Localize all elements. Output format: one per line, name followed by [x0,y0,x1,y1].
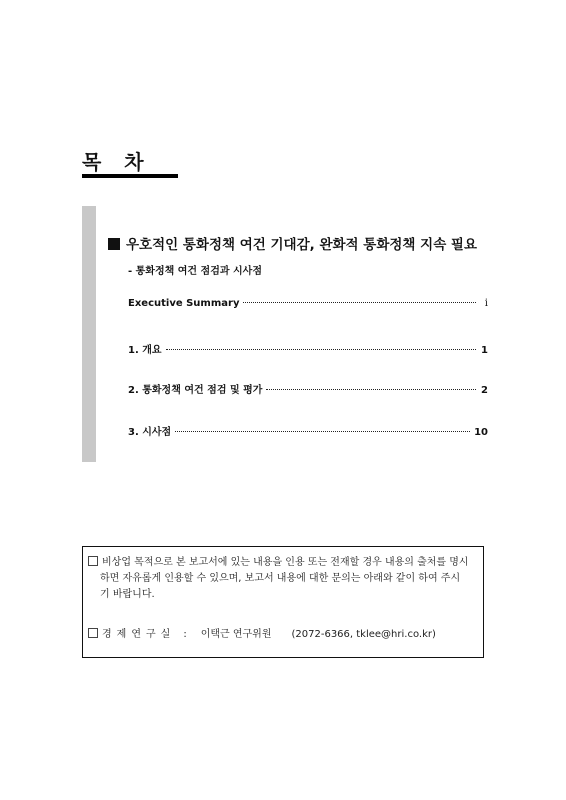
contact-phone-email[interactable]: (2072-6366, tklee@hri.co.kr) [291,629,436,640]
checkbox-icon [88,628,98,638]
toc-entry-label: 3. 시사점 [128,427,172,438]
dot-leader [175,431,470,432]
toc-entry-overview[interactable] [128,341,488,356]
page-title: 목 차 [82,150,152,174]
dot-leader [243,302,476,303]
toc-entry-executive-summary[interactable] [128,298,488,309]
contact-person: 이택근 연구위원 [200,629,272,640]
checkbox-icon [88,556,98,566]
contact-info [88,625,436,640]
notice-line-3: 기 바랍니다. [100,589,155,600]
toc-entry-label: 1. 개요 [128,345,162,356]
report-title-text: 우호적인 통화정책 여건 기대감, 완화적 통화정책 지속 필요 [126,237,478,253]
report-title [108,233,477,253]
report-subtitle: - 통화정책 여건 점검과 시사점 [128,266,262,277]
title-underline [82,174,178,178]
citation-notice [88,555,480,603]
toc-entry-label: Executive Summary [128,298,240,309]
square-bullet-icon [108,238,120,250]
toc-entry-label: 2. 통화정책 여건 점검 및 평가 [128,385,263,396]
toc-entry-policy-review[interactable] [128,381,488,396]
toc-entry-page: 10 [474,427,488,438]
toc-entry-implications[interactable] [128,423,488,438]
notice-line-1: 비상업 목적으로 본 보고서에 있는 내용을 인용 또는 전재할 경우 내용의 출처를 명시 [102,557,469,568]
contact-label: 경제연구실 [102,629,176,640]
dot-leader [266,389,476,390]
toc-entry-page: i [484,298,488,309]
toc-side-bar [82,206,96,462]
toc-entry-page: 1 [481,345,488,356]
notice-line-2: 하면 자유롭게 인용할 수 있으며, 보고서 내용에 대한 문의는 아래와 같이 하여 주시 [100,573,461,584]
contact-separator: : [183,629,187,640]
dot-leader [166,349,476,350]
toc-entry-page: 2 [481,385,488,396]
